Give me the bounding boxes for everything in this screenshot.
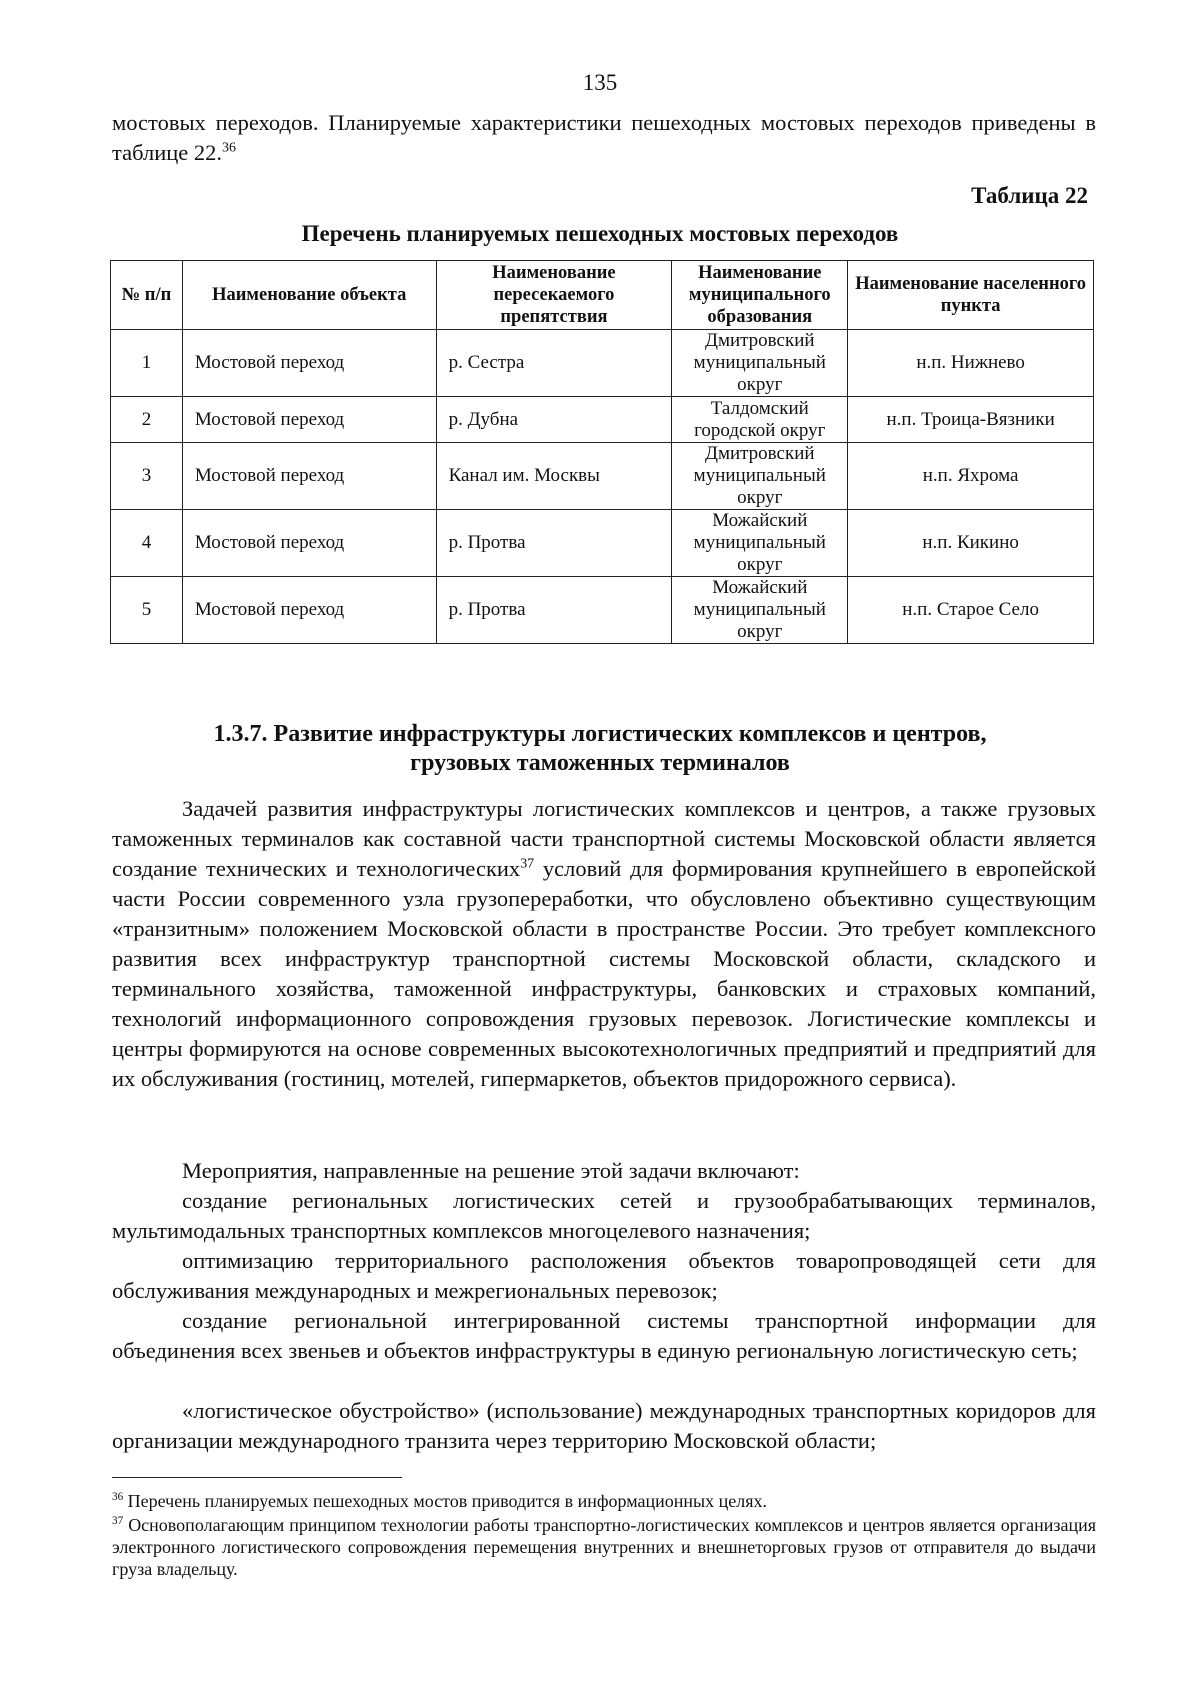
table-row [111, 330, 1094, 397]
cell-obstacle: р. Протва [436, 577, 672, 644]
paragraph-1-text-a: Задачей развития инфраструктуры логистических комплексов и центров, а также грузовых таможенных терминалов как составной части транспортной системы Московской области является создание технических и технологических [112, 796, 1096, 881]
footnote-37 [112, 1514, 1096, 1580]
cell-number: 2 [111, 397, 183, 443]
cell-settlement: н.п. Старое Село [848, 577, 1094, 644]
header-object: Наименование объекта [182, 261, 436, 330]
body-paragraph-2: Мероприятия, направленные на решение этой задачи включают: [182, 1158, 800, 1183]
section-heading-line-2: грузовых таможенных терминалов [410, 750, 790, 776]
cell-obstacle: р. Протва [436, 510, 672, 577]
cell-number: 4 [111, 510, 183, 577]
footnote-ref-37: 37 [520, 856, 535, 872]
list-item: создание региональной интегрированной системы транспортной информации для объединения всех звеньев и объектов инфраструктуры в единую региональную логистическую сеть; [112, 1308, 1096, 1363]
table-row [111, 510, 1094, 577]
section-heading [0, 720, 1200, 778]
paragraph-1-text-b: условий для формирования крупнейшего в европейской части России современного узла грузопереработки, что обусловлено объективно существующим «транзитным» положением Московской области в пространстве России. Это требует комплексного развития всех инфраструктур транспортной системы Московской области, складского и терминального хозяйства, таможенной инфраструктуры, банковских и страховых компаний, технологий информационного сопровождения грузовых перевозок. Логистические комплексы и центры формируются на основе современных высокотехнологичных предприятий и предприятий для их обслуживания (гостиниц, мотелей, гипермаркетов, объектов придорожного сервиса). [112, 856, 1096, 1091]
cell-object: Мостовой переход [182, 577, 436, 644]
cell-object: Мостовой переход [182, 330, 436, 397]
table-row [111, 397, 1094, 443]
cell-municipality: Можайский муниципальный округ [672, 577, 848, 644]
table-label: Таблица 22 [971, 183, 1088, 208]
list-item: создание региональных логистических сетей и грузообрабатывающих терминалов, мультимодальных транспортных комплексов многоцелевого назначения; [112, 1188, 1096, 1243]
list-item: оптимизацию территориального расположения объектов товаропроводящей сети для обслуживания международных и межрегиональных перевозок; [112, 1248, 1096, 1303]
header-municipality: Наименование муниципального образования [672, 261, 848, 330]
header-settlement: Наименование населенного пункта [848, 261, 1094, 330]
cell-obstacle: р. Дубна [436, 397, 672, 443]
intro-paragraph [112, 108, 1096, 168]
table-header-row [111, 261, 1094, 330]
footnote-37-text: Основополагающим принципом технологии работы транспортно-логистических комплексов и центров является организация электронного логистического сопровождения перемещения внутренних и внешнеторговых грузов от отправителя до выдачи груза владельцу. [112, 1515, 1096, 1579]
footnote-ref-36: 36 [222, 140, 236, 156]
bridges-table [110, 260, 1094, 644]
list-item: «логистическое обустройство» (использование) международных транспортных коридоров для организации международного транзита через территорию Московской области; [112, 1398, 1096, 1453]
cell-number: 5 [111, 577, 183, 644]
page-number: 135 [582, 70, 618, 95]
cell-municipality: Талдомский городской округ [672, 397, 848, 443]
footnote-separator [112, 1477, 402, 1478]
header-number: № п/п [111, 261, 183, 330]
table-row [111, 577, 1094, 644]
header-obstacle: Наименование пересекаемого препятствия [436, 261, 672, 330]
table-row [111, 443, 1094, 510]
cell-obstacle: р. Сестра [436, 330, 672, 397]
cell-settlement: н.п. Кикино [848, 510, 1094, 577]
cell-settlement: н.п. Троица-Вязники [848, 397, 1094, 443]
cell-obstacle: Канал им. Москвы [436, 443, 672, 510]
section-heading-line-1: 1.3.7. Развитие инфраструктуры логистических комплексов и центров, [213, 721, 987, 747]
cell-object: Мостовой переход [182, 397, 436, 443]
footnote-36 [112, 1490, 1096, 1512]
footnote-37-number: 37 [112, 1515, 124, 1527]
cell-settlement: н.п. Нижнево [848, 330, 1094, 397]
footnote-36-number: 36 [112, 1491, 124, 1503]
cell-number: 3 [111, 443, 183, 510]
footnote-36-text: Перечень планируемых пешеходных мостов приводится в информационных целях. [123, 1491, 767, 1511]
cell-object: Мостовой переход [182, 443, 436, 510]
cell-number: 1 [111, 330, 183, 397]
cell-municipality: Дмитровский муниципальный округ [672, 330, 848, 397]
cell-settlement: н.п. Яхрома [848, 443, 1094, 510]
table-title: Перечень планируемых пешеходных мостовых переходов [301, 221, 899, 246]
cell-municipality: Дмитровский муниципальный округ [672, 443, 848, 510]
intro-text: мостовых переходов. Планируемые характеристики пешеходных мостовых переходов приведены в таблице 22. [112, 110, 1096, 165]
cell-municipality: Можайский муниципальный округ [672, 510, 848, 577]
body-paragraph-1 [112, 794, 1096, 1094]
cell-object: Мостовой переход [182, 510, 436, 577]
